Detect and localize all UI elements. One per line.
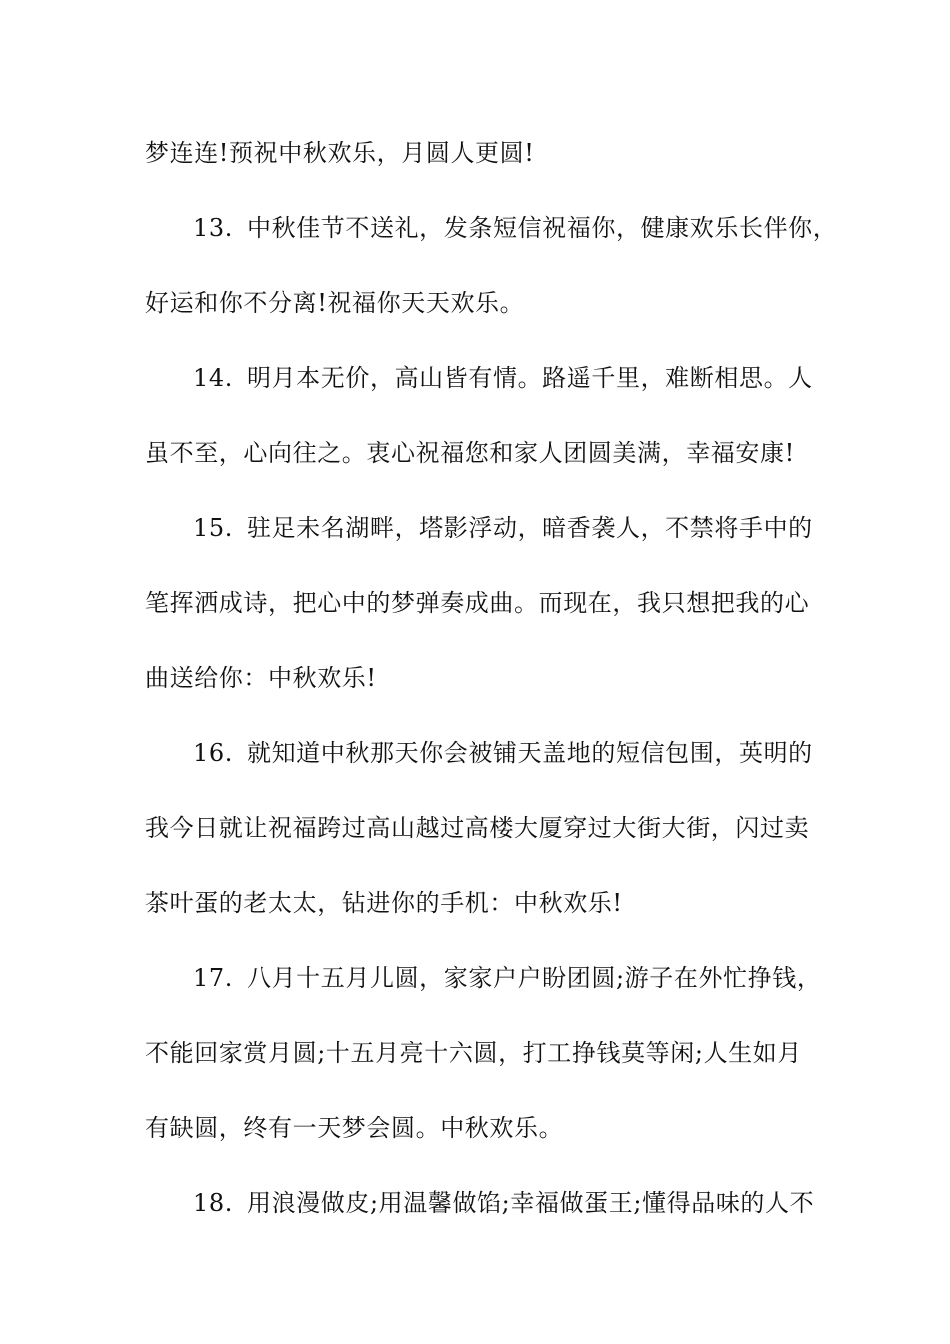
item-number: 13. [193,214,233,242]
list-item-15 [193,513,873,543]
text-line: 我今日就让祝福跨过高山越过高楼大厦穿过大街大街，闪过卖 [145,814,810,842]
text-line: 茶叶蛋的老太太，钻进你的手机：中秋欢乐! [145,889,623,917]
list-item-17 [193,963,873,993]
item-text: 八月十五月儿圆，家家户户盼团圆;游子在外忙挣钱， [246,964,822,992]
text-line: 笔挥洒成诗，把心中的梦弹奏成曲。而现在，我只想把我的心 [145,589,810,617]
item-text: 驻足未名湖畔，塔影浮动，暗香袭人，不禁将手中的 [246,514,813,542]
text-line: 曲送给你：中秋欢乐! [145,664,377,692]
text-line: 梦连连!预祝中秋欢乐，月圆人更圆! [145,139,535,167]
text-line: 好运和你不分离!祝福你天天欢乐。 [145,289,525,317]
list-item-14 [193,363,873,393]
text-line: 不能回家赏月圆;十五月亮十六圆，打工挣钱莫等闲;人生如月 [145,1039,802,1067]
list-item-18 [193,1188,873,1218]
item-text: 就知道中秋那天你会被铺天盖地的短信包围，英明的 [246,739,813,767]
item-number: 14. [193,364,233,392]
item-text: 明月本无价，高山皆有情。路遥千里，难断相思。人 [246,364,813,392]
text-line: 虽不至，心向往之。衷心祝福您和家人团圆美满，幸福安康! [145,439,795,467]
item-number: 16. [193,739,233,767]
list-item-13 [193,213,873,243]
item-number: 15. [193,514,233,542]
item-number: 17. [193,964,233,992]
text-line: 有缺圆，终有一天梦会圆。中秋欢乐。 [145,1114,564,1142]
item-text: 中秋佳节不送礼，发条短信祝福你，健康欢乐长伴你， [246,214,838,242]
list-item-16 [193,738,873,768]
item-number: 18. [193,1189,233,1217]
item-text: 用浪漫做皮;用温馨做馅;幸福做蛋王;懂得品味的人不 [246,1189,815,1217]
